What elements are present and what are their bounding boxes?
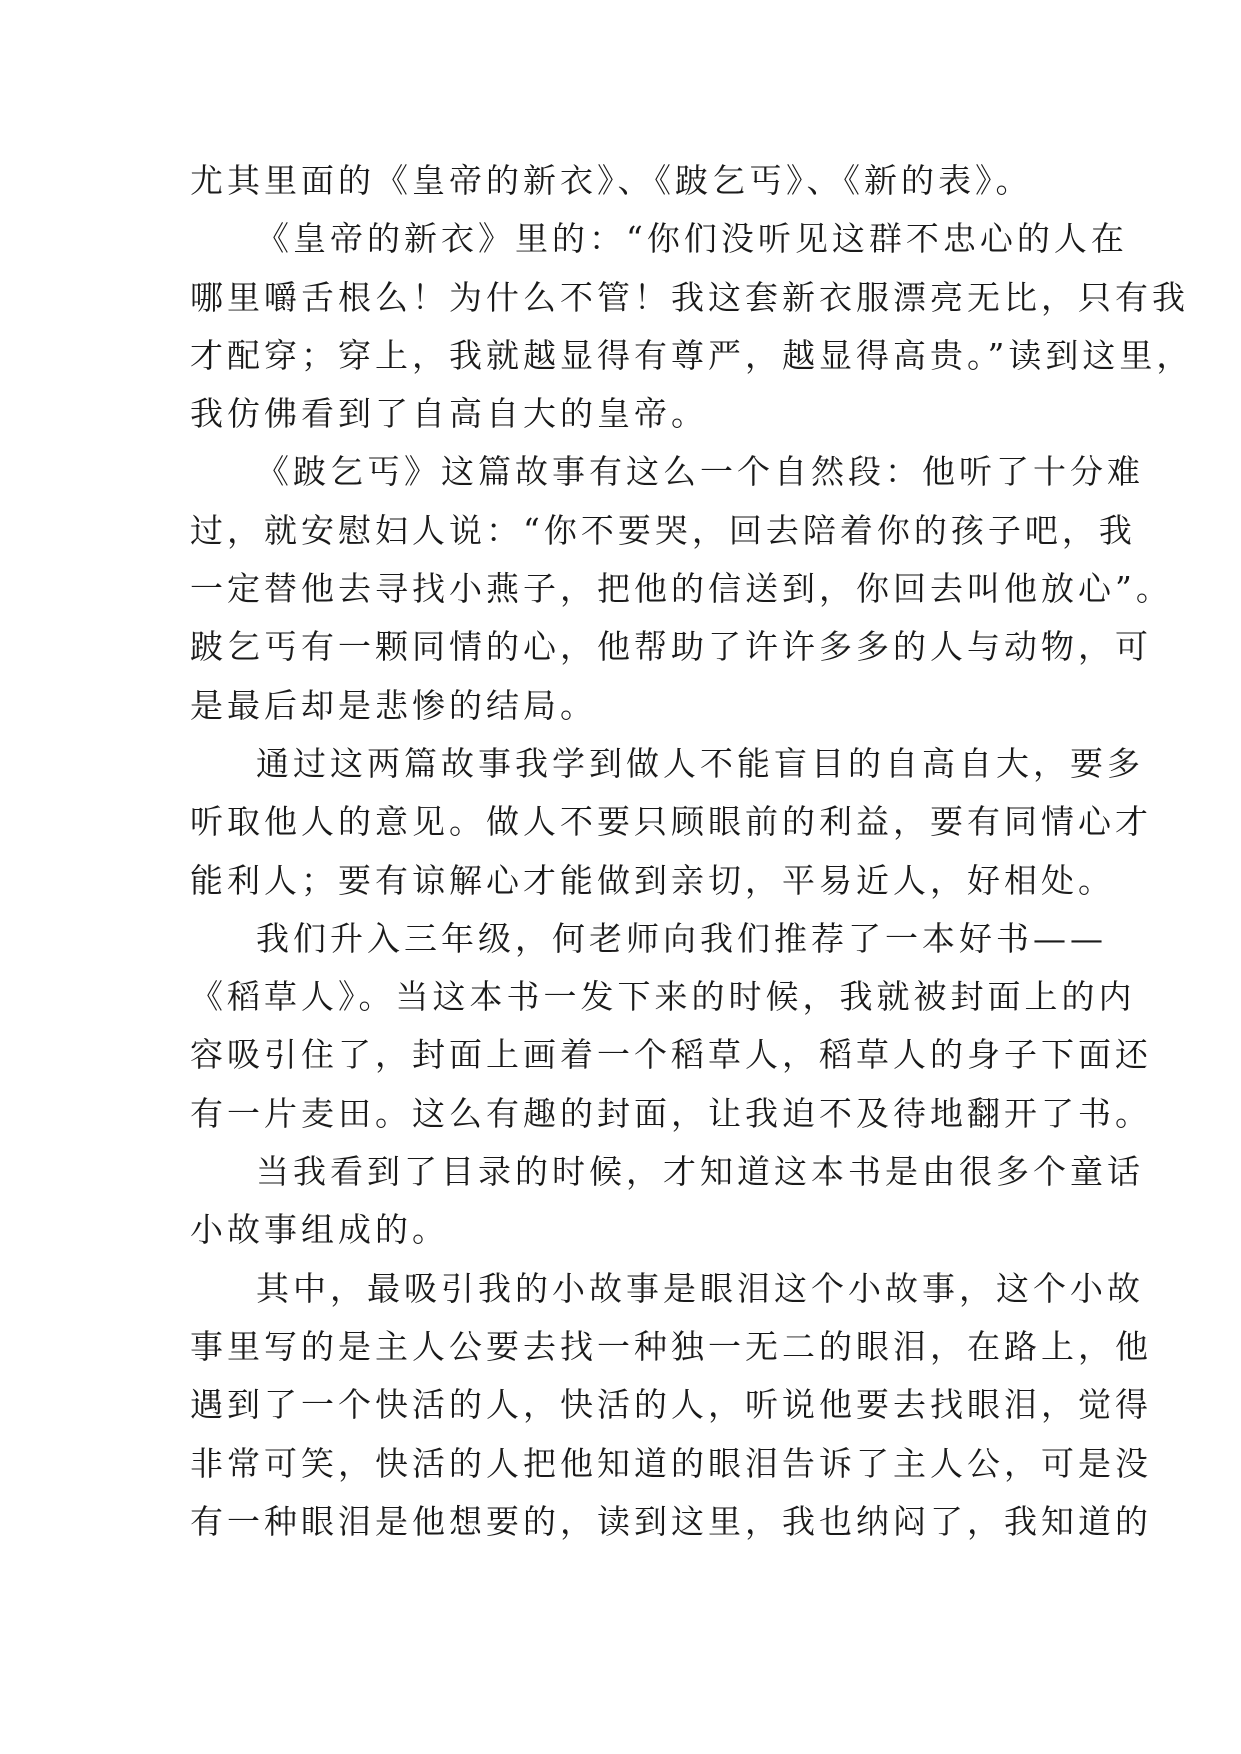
paragraph-first-line: 其中，最吸引我的小故事是眼泪这个小故事，这个小故 xyxy=(256,1268,1144,1308)
paragraph-first-line: 我们升入三年级，何老师向我们推荐了一本好书—— xyxy=(256,918,1107,958)
text-line: 我仿佛看到了自高自大的皇帝。 xyxy=(190,394,708,434)
paragraph-first-line: 当我看到了目录的时候，才知道这本书是由很多个童话 xyxy=(256,1152,1144,1192)
text-line: 非常可笑，快活的人把他知道的眼泪告诉了主人公，可是没 xyxy=(190,1443,1152,1483)
text-line: 过，就安慰妇人说：“你不要哭，回去陪着你的孩子吧，我 xyxy=(190,510,1136,550)
text-line: 事里写的是主人公要去找一种独一无二的眼泪，在路上，他 xyxy=(190,1326,1152,1366)
text-line: 尤其里面的《皇帝的新衣》、《跛乞丐》、《新的表》。 xyxy=(190,161,1033,200)
text-line: 才配穿；穿上，我就越显得有尊严，越显得高贵。”读到这里， xyxy=(190,335,1194,375)
paragraph-first-line: 通过这两篇故事我学到做人不能盲目的自高自大，要多 xyxy=(256,743,1144,783)
text-line: 有一片麦田。这么有趣的封面，让我迫不及待地翻开了书。 xyxy=(190,1093,1152,1133)
text-line: 能利人；要有谅解心才能做到亲切，平易近人，好相处。 xyxy=(190,860,1115,900)
text-line: 《稻草人》。当这本书一发下来的时候，我就被封面上的内 xyxy=(190,977,1136,1017)
text-line: 跛乞丐有一颗同情的心，他帮助了许许多多的人与动物，可 xyxy=(190,627,1152,667)
text-line: 遇到了一个快活的人，快活的人，听说他要去找眼泪，觉得 xyxy=(190,1385,1152,1425)
paragraph-first-line: 《皇帝的新衣》里的：“你们没听见这群不忠心的人在 xyxy=(256,219,1128,259)
text-line: 哪里嚼舌根么！为什么不管！我这套新衣服漂亮无比，只有我 xyxy=(190,277,1189,317)
text-line: 有一种眼泪是他想要的，读到这里，我也纳闷了，我知道的 xyxy=(190,1501,1152,1541)
text-line: 是最后却是悲惨的结局。 xyxy=(190,685,597,725)
paragraph-first-line: 《跛乞丐》这篇故事有这么一个自然段：他听了十分难 xyxy=(256,452,1144,492)
document-body xyxy=(190,152,1194,1551)
text-line: 听取他人的意见。做人不要只顾眼前的利益，要有同情心才 xyxy=(190,802,1152,842)
text-line: 容吸引住了，封面上画着一个稻草人，稻草人的身子下面还 xyxy=(190,1035,1152,1075)
text-line: 一定替他去寻找小燕子，把他的信送到，你回去叫他放心”。 xyxy=(190,569,1173,609)
text-line: 小故事组成的。 xyxy=(190,1210,449,1250)
